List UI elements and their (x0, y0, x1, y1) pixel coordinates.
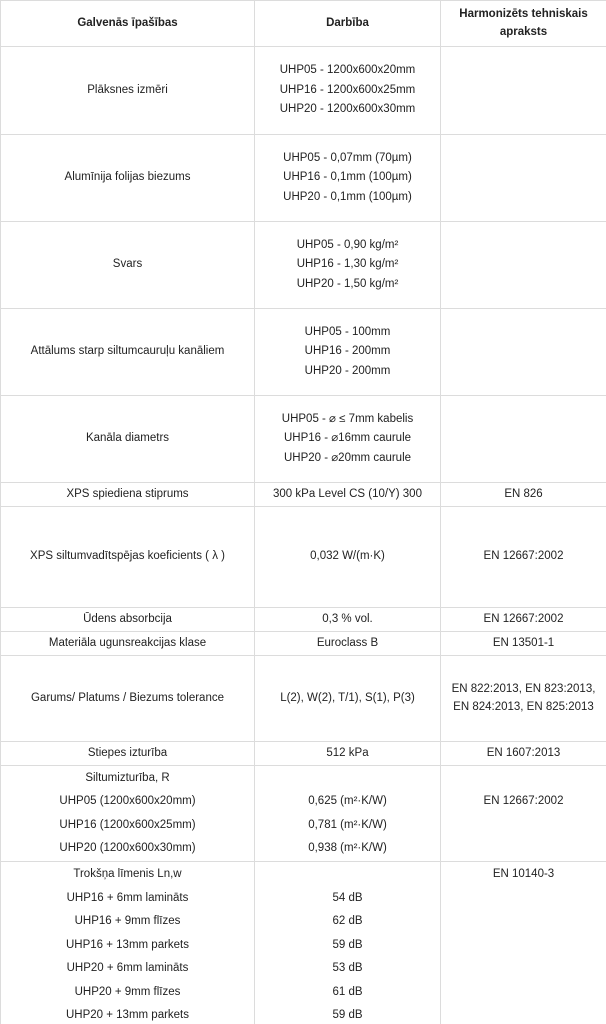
noise-level-row (1, 862, 606, 1024)
table-row (1, 396, 606, 483)
standard-cell: EN 12667:2002 (441, 507, 606, 608)
value-cell: UHP05 - ⌀ ≤ 7mm kabelis UHP16 - ⌀16mm caurule UHP20 - ⌀20mm caurule (255, 396, 441, 483)
value-cell: 0,032 W/(m·K) (255, 507, 441, 608)
thermal-title: Siltumizturība, R (85, 771, 170, 784)
property-cell: Kanāla diametrs (1, 396, 255, 483)
standard-cell (441, 47, 606, 135)
table-row (1, 222, 606, 309)
table-row (1, 309, 606, 396)
value-cell: Euroclass B (255, 632, 441, 656)
noise-title: Trokšņa līmenis Ln,w (73, 868, 182, 880)
value-cell: UHP05 - 0,90 kg/m² UHP16 - 1,30 kg/m² UHP20 - 1,50 kg/m² (255, 222, 441, 309)
table-row (1, 608, 606, 632)
property-cell: Ūdens absorbcija (1, 608, 255, 632)
table-row (1, 507, 606, 608)
standard-cell: EN 826 (441, 483, 606, 507)
standard-cell: EN 13501-1 (441, 632, 606, 656)
thermal-labels-cell: Siltumizturība, R UHP05 (1200x600x20mm) UHP16 (1200x600x25mm) UHP20 (1200x600x30mm) (1, 766, 255, 862)
standard-cell (441, 135, 606, 222)
property-cell: Plāksnes izmēri (1, 47, 255, 135)
property-cell: Alumīnija folijas biezums (1, 135, 255, 222)
standard-cell: EN 822:2013, EN 823:2013, EN 824:2013, EN 825:2013 (441, 656, 606, 742)
table-row (1, 742, 606, 766)
noise-labels-cell: Trokšņa līmenis Ln,w UHP16 + 6mm lamināts UHP16 + 9mm flīzes UHP16 + 13mm parkets UHP20 + 6mm lamināts UHP20 + 9mm flīzes UHP20 + 13mm parkets (1, 862, 255, 1024)
thermal-resistance-row (1, 766, 606, 862)
value-cell: L(2), W(2), T/1), S(1), P(3) (255, 656, 441, 742)
noise-standard-cell: EN 10140-3 (441, 862, 606, 1024)
value-cell: UHP05 - 100mm UHP16 - 200mm UHP20 - 200mm (255, 309, 441, 396)
value-cell: UHP05 - 1200x600x20mm UHP16 - 1200x600x25mm UHP20 - 1200x600x30mm (255, 47, 441, 135)
table-row (1, 135, 606, 222)
property-cell: Materiāla ugunsreakcijas klase (1, 632, 255, 656)
header-property: Galvenās īpašības (1, 1, 255, 47)
property-cell: Svars (1, 222, 255, 309)
table-row (1, 47, 606, 135)
value-cell: 300 kPa Level CS (10/Y) 300 (255, 483, 441, 507)
thermal-standard-cell: EN 12667:2002 (441, 766, 606, 862)
header-standard: Harmonizēts tehniskais apraksts (441, 1, 606, 47)
header-performance: Darbība (255, 1, 441, 47)
standard-cell: EN 12667:2002 (441, 608, 606, 632)
header-row (1, 1, 606, 47)
standard-cell (441, 222, 606, 309)
noise-values-cell: 54 dB 62 dB 59 dB 53 dB 61 dB 59 dB (255, 862, 441, 1024)
standard-cell: EN 1607:2013 (441, 742, 606, 766)
table-row (1, 656, 606, 742)
property-cell: Garums/ Platums / Biezums tolerance (1, 656, 255, 742)
standard-cell (441, 309, 606, 396)
value-cell: 512 kPa (255, 742, 441, 766)
value-cell: UHP05 - 0,07mm (70µm) UHP16 - 0,1mm (100µm) UHP20 - 0,1mm (100µm) (255, 135, 441, 222)
property-cell: XPS spiediena stiprums (1, 483, 255, 507)
property-cell: Stiepes izturība (1, 742, 255, 766)
thermal-values-cell: 0,625 (m²·K/W) 0,781 (m²·K/W) 0,938 (m²·K/W) (255, 766, 441, 862)
standard-cell (441, 396, 606, 483)
table-row (1, 632, 606, 656)
property-cell: XPS siltumvadītspējas koeficients ( λ ) (1, 507, 255, 608)
property-cell: Attālums starp siltumcauruļu kanāliem (1, 309, 255, 396)
value-cell: 0,3 % vol. (255, 608, 441, 632)
table-row (1, 483, 606, 507)
